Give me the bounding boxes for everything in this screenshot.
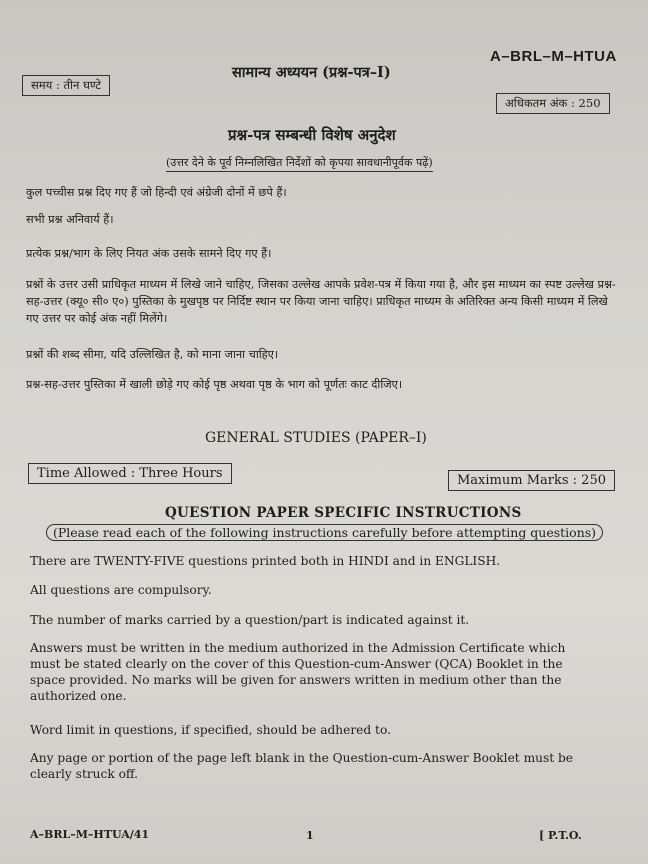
footer-page-number: 1 xyxy=(306,829,314,842)
english-subheading: (Please read each of the following instructions carefully before attempting questions) xyxy=(46,524,603,541)
english-instruction-6: Any page or portion of the page left blank in the Question-cum-Answer Booklet must be clearly struck off. xyxy=(30,751,574,781)
hindi-subheading: (उत्तर देने के पूर्व निम्नलिखित निर्देशों को कृपया सावधानीपूर्वक पढ़ें) xyxy=(166,155,433,172)
english-instruction-1: There are TWENTY-FIVE questions printed both in HINDI and in ENGLISH. xyxy=(30,554,501,568)
hindi-max-marks-box: अधिकतम अंक : 250 xyxy=(496,93,610,114)
footer-pto: [ P.T.O. xyxy=(539,829,582,842)
hindi-instruction-2: सभी प्रश्न अनिवार्य हैं। xyxy=(26,213,114,226)
hindi-instruction-1: कुल पच्चीस प्रश्न दिए गए हैं जो हिन्दी एवं अंग्रेजी दोनों में छपे हैं। xyxy=(26,186,287,199)
english-instruction-5: Word limit in questions, if specified, should be adhered to. xyxy=(30,723,391,737)
hindi-instruction-4: प्रश्नों के उत्तर उसी प्राधिकृत माध्यम में लिखे जाने चाहिए, जिसका उल्लेख आपके प्रवेश-पत्र में किया गया है, और इस माध्यम का स्पष्ट उल्लेख प्रश्न-सह-उत्तर (क्यू० सी० ए०) पुस्तिका के मुखपृष्ठ पर निर्दिष्ट स्थान पर किया जाना चाहिए। प्राधिकृत माध्यम के अतिरिक्त अन्य किसी माध्यम में लिखे गए उत्तर पर कोई अंक नहीं मिलेंगे। xyxy=(26,278,616,325)
english-title: GENERAL STUDIES (PAPER–I) xyxy=(205,430,427,446)
english-time-box: Time Allowed : Three Hours xyxy=(28,463,232,484)
english-instruction-4: Answers must be written in the medium authorized in the Admission Certificate which must be stated clearly on the cover of this Question-cum-Answer (QCA) Booklet in the space provided. No marks will be given for answers written in medium other than the authorized one. xyxy=(30,641,566,703)
hindi-instruction-3: प्रत्येक प्रश्न/भाग के लिए नियत अंक उसके सामने दिए गए हैं। xyxy=(26,247,272,260)
english-instruction-3: The number of marks carried by a question/part is indicated against it. xyxy=(30,613,470,627)
english-heading: QUESTION PAPER SPECIFIC INSTRUCTIONS xyxy=(165,505,522,521)
hindi-heading: प्रश्न-पत्र सम्बन्धी विशेष अनुदेश xyxy=(228,126,396,144)
english-instruction-2: All questions are compulsory. xyxy=(30,583,212,597)
hindi-time-box: समय : तीन घण्टे xyxy=(22,75,110,96)
english-max-marks-box: Maximum Marks : 250 xyxy=(448,470,615,491)
footer-code: A–BRL–M–HTUA/41 xyxy=(30,828,150,841)
paper-code: A–BRL–M–HTUA xyxy=(490,48,617,65)
hindi-instruction-5: प्रश्नों की शब्द सीमा, यदि उल्लिखित है, को माना जाना चाहिए। xyxy=(26,348,279,361)
hindi-title: सामान्य अध्ययन (प्रश्न-पत्र–I) xyxy=(232,64,391,81)
hindi-instruction-6: प्रश्न-सह-उत्तर पुस्तिका में खाली छोड़े गए कोई पृष्ठ अथवा पृष्ठ के भाग को पूर्णतः काट दीजिए। xyxy=(26,378,403,391)
